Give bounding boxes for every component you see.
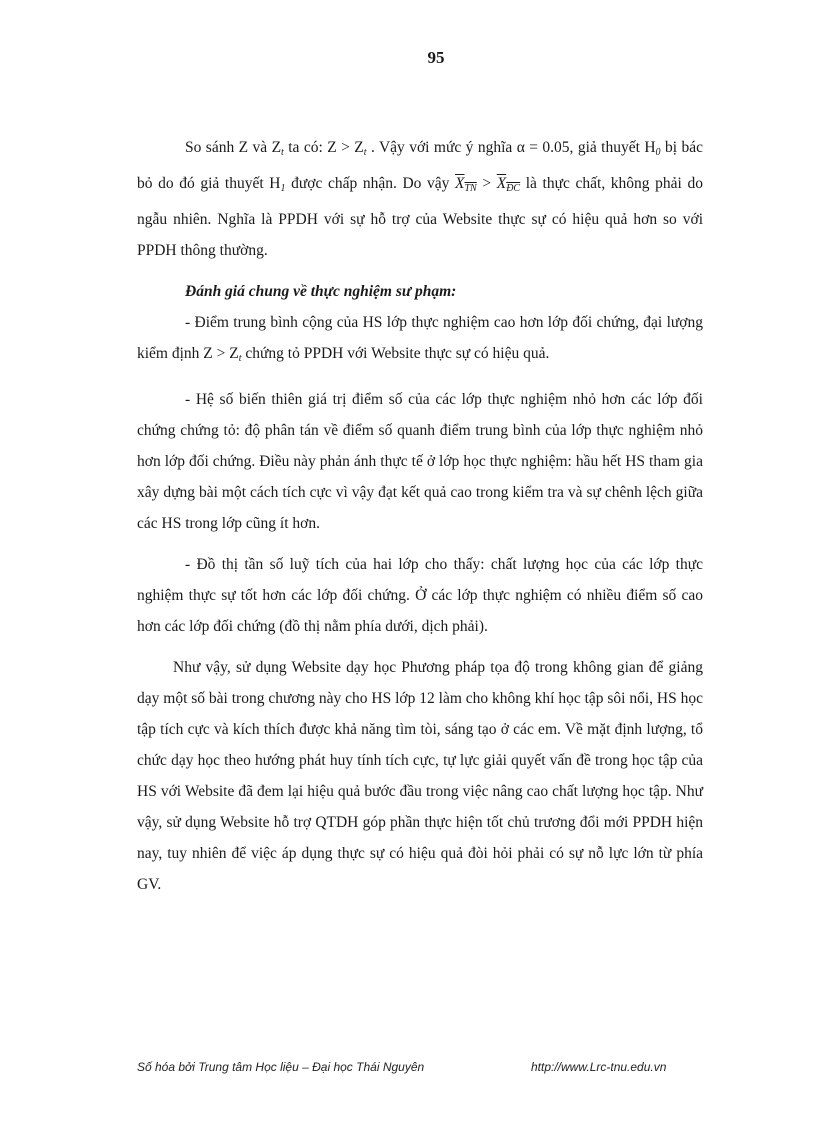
text-run: ta có: Z > Z: [283, 139, 364, 156]
footer-source: Số hóa bởi Trung tâm Học liệu – Đại học Thái Nguyên: [137, 1060, 425, 1074]
text-run: là thực chất, không phải do ngẫu nhiên. Nghĩa là PPDH với sự hỗ trợ của Website thực sự có hiệu quả hơn so với PPDH thông thường.: [137, 175, 703, 259]
subscript: 1: [280, 183, 286, 194]
paragraph-conclusion: Như vậy, sử dụng Website dạy học Phương pháp tọa độ trong không gian để giảng dạy một số bài trong chương này cho HS lớp 12 làm cho không khí học tập sôi nổi, HS học tập tích cực và kích thích được khả năng tìm tòi, sáng tạo ở các em. Về mặt định lượng, tổ chức dạy học theo hướng phát huy tính tích cực, tự lực giải quyết vấn đề trong học tập của HS với Website đã đem lại hiệu quả bước đầu trong việc nâng cao chất lượng học tập. Như vậy, sử dụng Website hỗ trợ QTDH góp phần thực hiện tốt chủ trương đổi mới PPDH hiện nay, tuy nhiên để việc áp dụng thực sự có hiệu quả đòi hỏi phải có sự nỗ lực lớn từ phía GV.: [137, 659, 703, 893]
subscript: 0: [655, 147, 661, 158]
footer-url: http://www.Lrc-tnu.edu.vn: [531, 1060, 667, 1074]
document-body: [137, 132, 703, 900]
paragraph-bullet-3: - Đồ thị tần số luỹ tích của hai lớp cho thấy: chất lượng học của các lớp thực nghiệm thực sự tốt hơn các lớp đối chứng. Ở các lớp thực nghiệm có nhiều điểm số cao hơn các lớp đối chứng (đồ thị nằm phía dưới, dịch phải).: [137, 556, 703, 635]
paragraph-bullet-2: - Hệ số biến thiên giá trị điểm số của các lớp thực nghiệm nhỏ hơn các lớp đối chứng chứng tỏ: độ phân tán về điểm số quanh điểm trung bình của lớp thực nghiệm nhỏ hơn lớp đối chứng. Điều này phản ánh thực tế ở lớp học thực nghiệm: hầu hết HS tham gia xây dựng bài một cách tích cực vì vậy đạt kết quả cao trong kiểm tra và sự chênh lệch giữa các HS trong lớp cũng ít hơn.: [137, 391, 703, 532]
page-number: 95: [427, 48, 445, 67]
text-run: chứng tỏ PPDH với Website thực sự có hiệu quả.: [241, 345, 550, 362]
subscript: t: [281, 147, 284, 158]
text-run: bị bác bỏ do đó giả thuyết H: [137, 139, 703, 192]
subscript: t: [363, 147, 367, 158]
mean-tn-symbol: $X_{TN}$: [455, 175, 477, 194]
text-run: So sánh Z và Z: [185, 139, 282, 156]
text-run: >: [476, 175, 497, 192]
text-run: . Vậy với mức ý nghĩa α = 0.05, giả thuyết H: [366, 139, 656, 156]
mean-dc-symbol: $X_{ĐC}$: [496, 175, 521, 194]
paragraph-bullet-1: [137, 307, 703, 374]
subscript: t: [238, 353, 242, 364]
text-run: được chấp nhận. Do vậy: [285, 175, 456, 192]
text-run: - Điểm trung bình cộng của HS lớp thực nghiệm cao hơn lớp đối chứng, đại lượng kiểm định Z > Z: [137, 314, 703, 362]
section-heading: Đánh giá chung về thực nghiệm sư phạm:: [185, 283, 457, 300]
paragraph-hypothesis-test: [137, 132, 703, 266]
